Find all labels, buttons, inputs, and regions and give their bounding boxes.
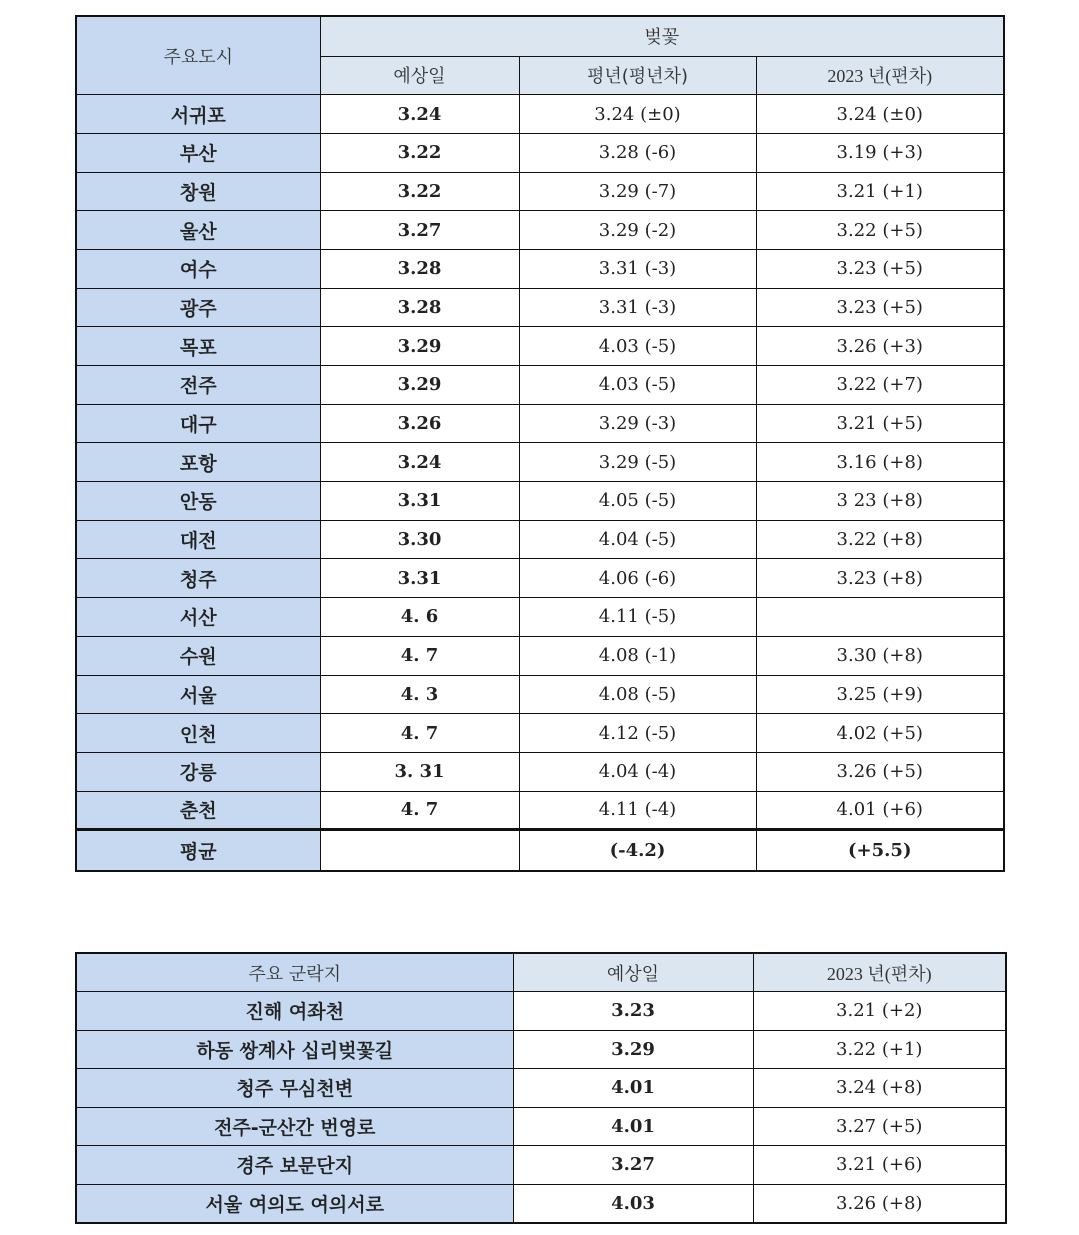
table-row — [76, 366, 1004, 405]
date-2023: 3.26 (+3) — [756, 327, 1004, 366]
table-row — [76, 992, 1006, 1031]
site-name: 하동 쌍계사 십리벚꽃길 — [76, 1030, 513, 1069]
forecast-date: 4.03 — [513, 1184, 753, 1223]
city-name: 서귀포 — [76, 95, 320, 134]
site-name: 경주 보문단지 — [76, 1146, 513, 1185]
site-name: 서울 여의도 여의서로 — [76, 1184, 513, 1223]
normal-date: 3.29 (-7) — [519, 172, 756, 211]
date-2023: 3.16 (+8) — [756, 443, 1004, 482]
forecast-date: 4.01 — [513, 1069, 753, 1108]
forecast-date: 3.29 — [320, 366, 519, 405]
forecast-date: 3.24 — [320, 443, 519, 482]
table-row — [76, 559, 1004, 598]
date-2023: 3.30 (+8) — [756, 636, 1004, 675]
city-name: 강릉 — [76, 752, 320, 791]
forecast-date: 3.27 — [513, 1146, 753, 1185]
average-row — [76, 830, 1004, 871]
city-name: 서울 — [76, 675, 320, 714]
average-2023: (+5.5) — [756, 830, 1004, 871]
header-2023: 2023 년(편차) — [756, 56, 1004, 95]
date-2023: 3.21 (+5) — [756, 404, 1004, 443]
table-row — [76, 482, 1004, 521]
date-2023: 3.26 (+8) — [753, 1184, 1006, 1223]
normal-date: 3.29 (-3) — [519, 404, 756, 443]
site-name: 진해 여좌천 — [76, 992, 513, 1031]
normal-date: 4.08 (-1) — [519, 636, 756, 675]
average-label: 평균 — [76, 830, 320, 871]
date-2023: 3.24 (±0) — [756, 95, 1004, 134]
forecast-date: 4. 3 — [320, 675, 519, 714]
city-name: 안동 — [76, 482, 320, 521]
normal-date: 4.03 (-5) — [519, 327, 756, 366]
normal-date: 4.08 (-5) — [519, 675, 756, 714]
forecast-date: 3.28 — [320, 288, 519, 327]
table-row — [76, 520, 1004, 559]
forecast-date: 4.01 — [513, 1107, 753, 1146]
normal-date: 4.04 (-4) — [519, 752, 756, 791]
normal-date: 4.11 (-4) — [519, 791, 756, 830]
forecast-date: 3.22 — [320, 133, 519, 172]
date-2023: 3.22 (+7) — [756, 366, 1004, 405]
date-2023: 3.23 (+5) — [756, 249, 1004, 288]
city-name: 창원 — [76, 172, 320, 211]
table-row — [76, 288, 1004, 327]
site-name: 청주 무심천변 — [76, 1069, 513, 1108]
table-row — [76, 752, 1004, 791]
table-row — [76, 172, 1004, 211]
forecast-date: 3.22 — [320, 172, 519, 211]
date-2023: 3.22 (+8) — [756, 520, 1004, 559]
city-name: 여수 — [76, 249, 320, 288]
normal-date: 3.24 (±0) — [519, 95, 756, 134]
header-site: 주요 군락지 — [76, 953, 513, 992]
header-forecast: 예상일 — [320, 56, 519, 95]
forecast-date: 3.31 — [320, 482, 519, 521]
date-2023: 3.19 (+3) — [756, 133, 1004, 172]
average-forecast — [320, 830, 519, 871]
forecast-date: 4. 7 — [320, 714, 519, 753]
city-name: 울산 — [76, 211, 320, 250]
forecast-date: 3.29 — [513, 1030, 753, 1069]
city-name: 대구 — [76, 404, 320, 443]
normal-date: 4.06 (-6) — [519, 559, 756, 598]
table-row — [76, 675, 1004, 714]
date-2023: 3.26 (+5) — [756, 752, 1004, 791]
date-2023: 3.21 (+6) — [753, 1146, 1006, 1185]
site-forecast-table — [75, 952, 1007, 1224]
table-row — [76, 95, 1004, 134]
table-row — [76, 714, 1004, 753]
city-name: 춘천 — [76, 791, 320, 830]
table-row — [76, 443, 1004, 482]
date-2023: 4.01 (+6) — [756, 791, 1004, 830]
normal-date: 3.29 (-2) — [519, 211, 756, 250]
header-2023: 2023 년(편차) — [753, 953, 1006, 992]
date-2023: 3.24 (+8) — [753, 1069, 1006, 1108]
normal-date: 3.31 (-3) — [519, 288, 756, 327]
forecast-date: 3.29 — [320, 327, 519, 366]
normal-date: 4.12 (-5) — [519, 714, 756, 753]
forecast-date: 4. 7 — [320, 791, 519, 830]
table-row — [76, 133, 1004, 172]
forecast-date: 3.23 — [513, 992, 753, 1031]
table-row — [76, 211, 1004, 250]
normal-date: 3.29 (-5) — [519, 443, 756, 482]
table-row — [76, 1107, 1006, 1146]
date-2023: 3.23 (+8) — [756, 559, 1004, 598]
normal-date: 4.05 (-5) — [519, 482, 756, 521]
header-normal: 평년(평년차) — [519, 56, 756, 95]
forecast-date: 3. 31 — [320, 752, 519, 791]
header-forecast: 예상일 — [513, 953, 753, 992]
city-name: 인천 — [76, 714, 320, 753]
site-name: 전주-군산간 번영로 — [76, 1107, 513, 1146]
city-forecast-table — [75, 15, 1005, 872]
header-cherry-blossom: 벚꽃 — [320, 16, 1004, 56]
table-row — [76, 1146, 1006, 1185]
table-row — [76, 1030, 1006, 1069]
date-2023: 3 23 (+8) — [756, 482, 1004, 521]
average-normal: (-4.2) — [519, 830, 756, 871]
forecast-date: 3.30 — [320, 520, 519, 559]
table-row — [76, 791, 1004, 830]
city-name: 서산 — [76, 598, 320, 637]
city-name: 광주 — [76, 288, 320, 327]
normal-date: 4.11 (-5) — [519, 598, 756, 637]
forecast-date: 4. 6 — [320, 598, 519, 637]
city-name: 청주 — [76, 559, 320, 598]
normal-date: 3.31 (-3) — [519, 249, 756, 288]
normal-date: 4.03 (-5) — [519, 366, 756, 405]
date-2023: 3.22 (+1) — [753, 1030, 1006, 1069]
table-row — [76, 636, 1004, 675]
forecast-date: 3.26 — [320, 404, 519, 443]
date-2023 — [756, 598, 1004, 637]
city-name: 대전 — [76, 520, 320, 559]
date-2023: 3.21 (+2) — [753, 992, 1006, 1031]
normal-date: 3.28 (-6) — [519, 133, 756, 172]
normal-date: 4.04 (-5) — [519, 520, 756, 559]
forecast-date: 4. 7 — [320, 636, 519, 675]
table-row — [76, 1069, 1006, 1108]
table-row — [76, 249, 1004, 288]
city-name: 포항 — [76, 443, 320, 482]
date-2023: 3.27 (+5) — [753, 1107, 1006, 1146]
date-2023: 3.25 (+9) — [756, 675, 1004, 714]
date-2023: 4.02 (+5) — [756, 714, 1004, 753]
city-name: 전주 — [76, 366, 320, 405]
city-name: 부산 — [76, 133, 320, 172]
city-name: 목포 — [76, 327, 320, 366]
table-row — [76, 327, 1004, 366]
table-row — [76, 598, 1004, 637]
date-2023: 3.23 (+5) — [756, 288, 1004, 327]
forecast-date: 3.28 — [320, 249, 519, 288]
date-2023: 3.21 (+1) — [756, 172, 1004, 211]
forecast-date: 3.24 — [320, 95, 519, 134]
table-row — [76, 1184, 1006, 1223]
date-2023: 3.22 (+5) — [756, 211, 1004, 250]
header-city: 주요도시 — [76, 16, 320, 95]
forecast-date: 3.27 — [320, 211, 519, 250]
city-name: 수원 — [76, 636, 320, 675]
forecast-date: 3.31 — [320, 559, 519, 598]
table-row — [76, 404, 1004, 443]
